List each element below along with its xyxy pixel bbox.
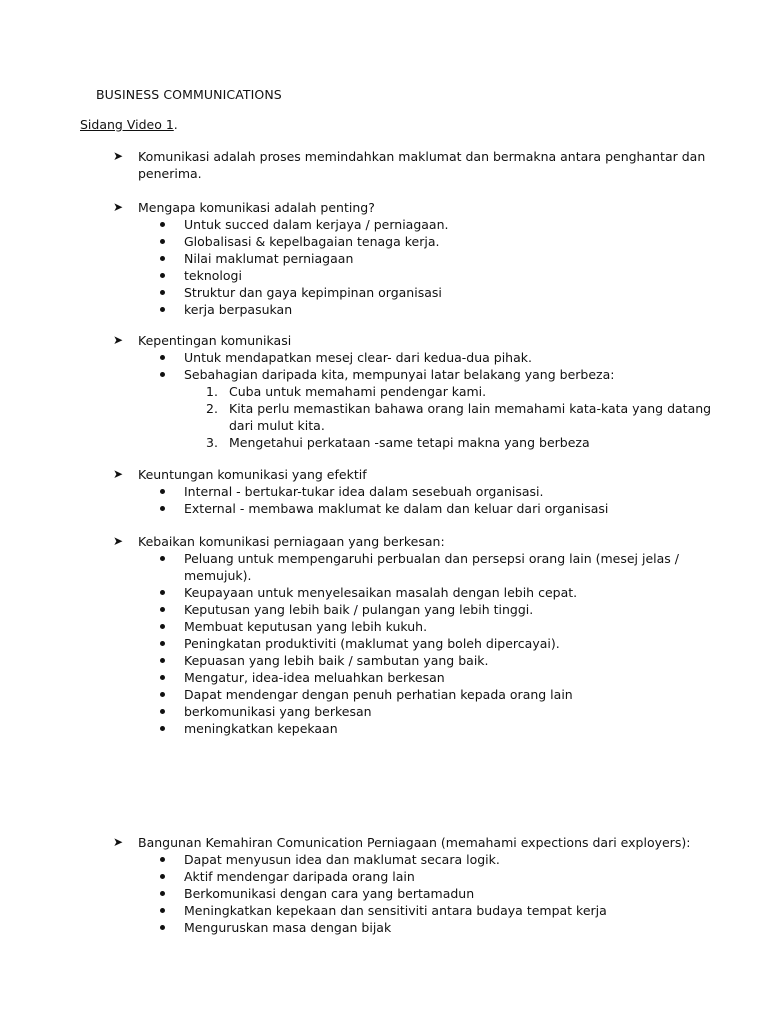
bullet-dot-icon <box>160 273 165 278</box>
list-item: Kepuasan yang lebih baik / sambutan yang baik. <box>184 653 489 668</box>
bullet-dot-icon <box>160 874 165 879</box>
section-importance <box>0 199 768 318</box>
section-definition <box>0 148 768 182</box>
bullet-dot-icon <box>160 726 165 731</box>
section-heading: Bangunan Kemahiran Comunication Perniagaan (memahami expections dari exployers): <box>138 835 691 850</box>
section-heading: Kepentingan komunikasi <box>138 333 292 348</box>
document-title: BUSINESS COMMUNICATIONS <box>96 87 282 102</box>
bullet-dot-icon <box>160 675 165 680</box>
section-heading: Mengapa komunikasi adalah penting? <box>138 200 375 215</box>
list-item: Keputusan yang lebih baik / pulangan yang lebih tinggi. <box>184 602 534 617</box>
section-skills <box>0 834 768 936</box>
list-number: 2. <box>206 401 218 416</box>
bullet-dot-icon <box>160 908 165 913</box>
document-subtitle <box>80 117 178 132</box>
list-item: meningkatkan kepekaan <box>184 721 338 736</box>
list-number: 1. <box>206 384 218 399</box>
bullet-dot-icon <box>160 489 165 494</box>
bullet-dot-icon <box>160 222 165 227</box>
numbered-item-continued: dari mulut kita. <box>229 418 325 433</box>
arrow-bullet-icon: ➤ <box>113 149 124 163</box>
section-heading: Komunikasi adalah proses memindahkan maklumat dan bermakna antara penghantar dan <box>138 149 706 164</box>
bullet-dot-icon <box>160 290 165 295</box>
numbered-item: Mengetahui perkataan -same tetapi makna yang berbeza <box>229 435 590 450</box>
list-item: Peningkatan produktiviti (maklumat yang boleh dipercayai). <box>184 636 560 651</box>
section-advantages <box>0 466 768 517</box>
bullet-dot-icon <box>160 239 165 244</box>
list-item: Nilai maklumat perniagaan <box>184 251 354 266</box>
numbered-item: Kita perlu memastikan bahawa orang lain memahami kata-kata yang datang <box>229 401 712 416</box>
arrow-bullet-icon: ➤ <box>113 835 124 849</box>
subtitle-suffix: . <box>173 117 178 132</box>
list-item: Menguruskan masa dengan bijak <box>184 920 392 935</box>
list-item: Peluang untuk mempengaruhi perbualan dan persepsi orang lain (mesej jelas / <box>184 551 679 566</box>
list-item: Keupayaan untuk menyelesaikan masalah dengan lebih cepat. <box>184 585 578 600</box>
bullet-dot-icon <box>160 506 165 511</box>
list-item: Aktif mendengar daripada orang lain <box>184 869 415 884</box>
bullet-dot-icon <box>160 372 165 377</box>
arrow-bullet-icon: ➤ <box>113 467 124 481</box>
bullet-dot-icon <box>160 256 165 261</box>
bullet-dot-icon <box>160 709 165 714</box>
bullet-dot-icon <box>160 607 165 612</box>
bullet-dot-icon <box>160 891 165 896</box>
bullet-dot-icon <box>160 624 165 629</box>
section-benefits <box>0 533 768 737</box>
list-item: Sebahagian daripada kita, mempunyai latar belakang yang berbeza: <box>184 367 615 382</box>
numbered-item: Cuba untuk memahami pendengar kami. <box>229 384 487 399</box>
list-item: Mengatur, idea-idea meluahkan berkesan <box>184 670 445 685</box>
section-heading: Keuntungan komunikasi yang efektif <box>138 467 367 482</box>
bullet-dot-icon <box>160 307 165 312</box>
list-item: Untuk succed dalam kerjaya / perniagaan. <box>184 217 449 232</box>
list-item: Struktur dan gaya kepimpinan organisasi <box>184 285 442 300</box>
list-item: berkomunikasi yang berkesan <box>184 704 372 719</box>
arrow-bullet-icon: ➤ <box>113 534 124 548</box>
list-item: Internal - bertukar-tukar idea dalam sesebuah organisasi. <box>184 484 544 499</box>
bullet-dot-icon <box>160 556 165 561</box>
list-item: teknologi <box>184 268 242 283</box>
section-significance <box>0 332 768 451</box>
list-item-continued: memujuk). <box>184 568 252 583</box>
list-number: 3. <box>206 435 218 450</box>
list-item: Dapat menyusun idea dan maklumat secara logik. <box>184 852 500 867</box>
list-item: Membuat keputusan yang lebih kukuh. <box>184 619 428 634</box>
bullet-dot-icon <box>160 857 165 862</box>
bullet-dot-icon <box>160 590 165 595</box>
list-item: Untuk mendapatkan mesej clear- dari kedua-dua pihak. <box>184 350 532 365</box>
list-item: Globalisasi & kepelbagaian tenaga kerja. <box>184 234 440 249</box>
bullet-dot-icon <box>160 692 165 697</box>
arrow-bullet-icon: ➤ <box>113 200 124 214</box>
arrow-bullet-icon: ➤ <box>113 333 124 347</box>
list-item: kerja berpasukan <box>184 302 293 317</box>
list-item: Meningkatkan kepekaan dan sensitiviti antara budaya tempat kerja <box>184 903 607 918</box>
list-item: Berkomunikasi dengan cara yang bertamadun <box>184 886 475 901</box>
section-heading-continued: penerima. <box>138 166 202 181</box>
list-item: Dapat mendengar dengan penuh perhatian kepada orang lain <box>184 687 573 702</box>
bullet-dot-icon <box>160 641 165 646</box>
bullet-dot-icon <box>160 355 165 360</box>
bullet-dot-icon <box>160 925 165 930</box>
list-item: External - membawa maklumat ke dalam dan keluar dari organisasi <box>184 501 609 516</box>
section-heading: Kebaikan komunikasi perniagaan yang berkesan: <box>138 534 445 549</box>
bullet-dot-icon <box>160 658 165 663</box>
subtitle-text: Sidang Video 1 <box>80 117 174 132</box>
